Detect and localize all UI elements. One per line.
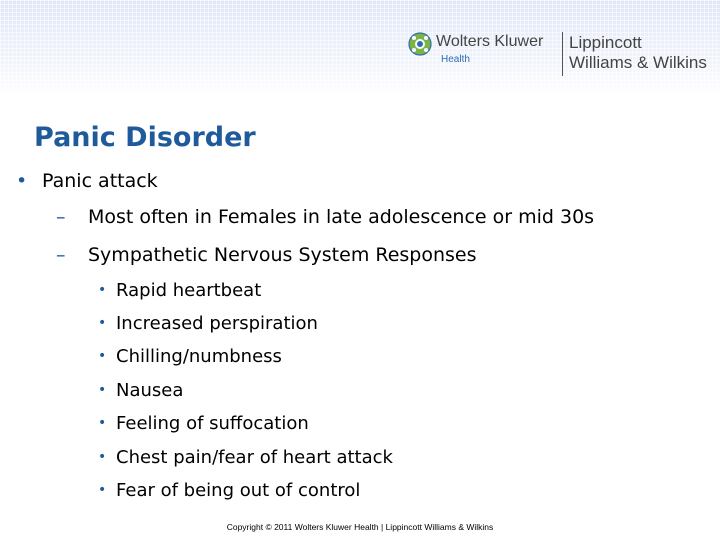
slide-title: Panic Disorder — [34, 122, 256, 153]
bullet-text: Nausea — [116, 380, 184, 401]
brand-williams-wilkins: Williams & Wilkins — [569, 53, 707, 72]
copyright-footer: Copyright © 2011 Wolters Kluwer Health | Lippincott Williams & Wilkins — [226, 522, 494, 532]
bullet-text: Rapid heartbeat — [116, 280, 262, 301]
globe-logo-icon — [408, 32, 432, 56]
dash-icon: – — [56, 244, 66, 266]
bullet-level3 — [98, 447, 393, 468]
bullet-level3 — [98, 413, 309, 434]
publisher-logo — [408, 30, 718, 78]
bullet-level2 — [56, 206, 594, 228]
bullet-icon: • — [98, 382, 107, 398]
bullet-icon: • — [98, 282, 107, 298]
bullet-icon: • — [98, 348, 107, 364]
bullet-level3 — [98, 380, 183, 401]
bullet-level3 — [98, 313, 318, 334]
bullet-level2 — [56, 244, 477, 266]
bullet-text: Sympathetic Nervous System Responses — [88, 244, 477, 266]
brand-wolters-kluwer: Wolters Kluwer — [436, 33, 544, 50]
logo-divider — [562, 32, 563, 76]
bullet-text: Chilling/numbness — [116, 346, 282, 367]
bullet-text: Fear of being out of control — [116, 480, 361, 501]
bullet-icon: • — [98, 315, 107, 331]
bullet-text: Increased perspiration — [116, 313, 318, 334]
brand-lippincott: Lippincott — [569, 33, 642, 52]
bullet-text: Panic attack — [42, 170, 158, 192]
bullet-level3 — [98, 480, 360, 501]
bullet-text: Feeling of suffocation — [116, 413, 309, 434]
bullet-level3 — [98, 280, 261, 301]
bullet-icon: • — [98, 449, 107, 465]
bullet-icon: • — [98, 482, 107, 498]
brand-health: Health — [441, 54, 470, 65]
bullet-icon: • — [98, 415, 107, 431]
bullet-level3 — [98, 346, 282, 367]
bullet-level1 — [16, 170, 158, 192]
bullet-icon: • — [16, 170, 28, 192]
bullet-text: Chest pain/fear of heart attack — [116, 447, 393, 468]
dash-icon: – — [56, 206, 66, 228]
bullet-text: Most often in Females in late adolescence or mid 30s — [88, 206, 595, 228]
